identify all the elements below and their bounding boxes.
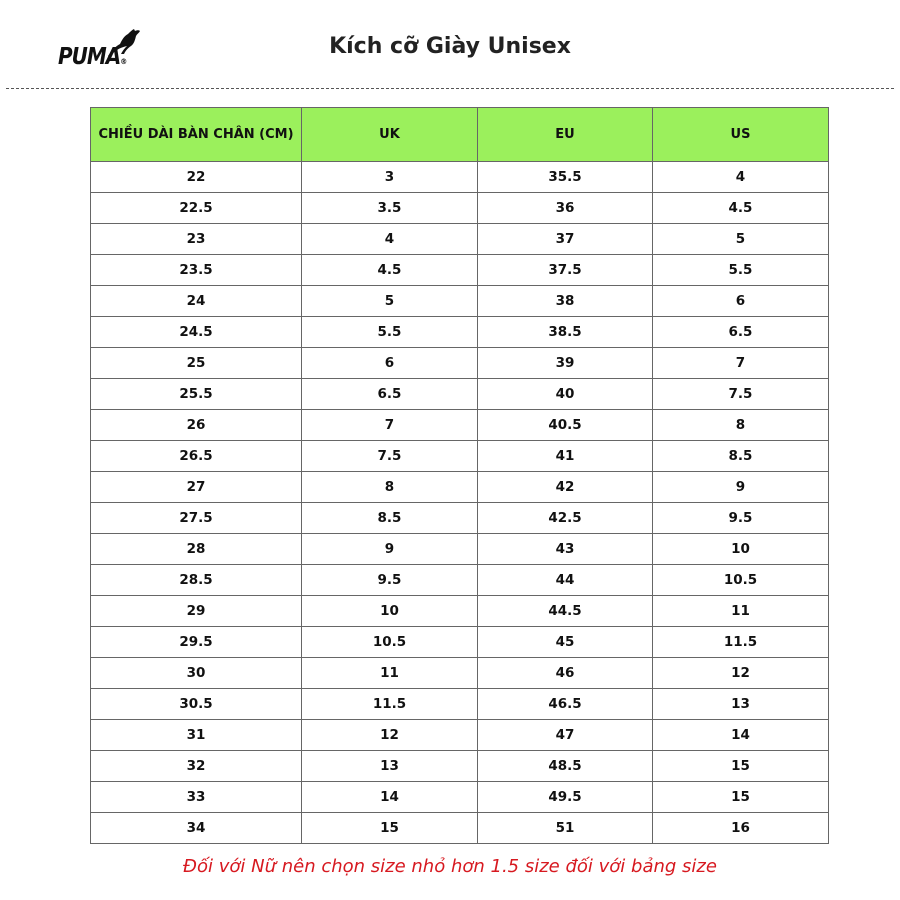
cell-eu: 39	[478, 348, 653, 379]
table-row	[91, 224, 829, 255]
cell-foot-length: 31	[91, 720, 302, 751]
cell-foot-length: 27.5	[91, 503, 302, 534]
cell-eu: 45	[478, 627, 653, 658]
cell-us: 6.5	[653, 317, 829, 348]
cell-uk: 6	[302, 348, 478, 379]
size-chart-table	[90, 107, 829, 844]
table-row	[91, 317, 829, 348]
cell-foot-length: 25.5	[91, 379, 302, 410]
cell-eu: 46	[478, 658, 653, 689]
cell-foot-length: 32	[91, 751, 302, 782]
table-row	[91, 751, 829, 782]
cell-eu: 38	[478, 286, 653, 317]
cell-foot-length: 27	[91, 472, 302, 503]
cell-eu: 37.5	[478, 255, 653, 286]
cell-eu: 35.5	[478, 162, 653, 193]
cell-us: 9.5	[653, 503, 829, 534]
puma-wordmark: PUMA®	[58, 42, 127, 70]
cell-us: 10.5	[653, 565, 829, 596]
table-row	[91, 472, 829, 503]
cell-us: 4	[653, 162, 829, 193]
cell-us: 9	[653, 472, 829, 503]
cell-eu: 43	[478, 534, 653, 565]
cell-uk: 10.5	[302, 627, 478, 658]
header-uk: UK	[302, 108, 478, 162]
cell-foot-length: 29.5	[91, 627, 302, 658]
cell-foot-length: 34	[91, 813, 302, 844]
cell-uk: 3	[302, 162, 478, 193]
cell-us: 13	[653, 689, 829, 720]
cell-us: 16	[653, 813, 829, 844]
cell-us: 5	[653, 224, 829, 255]
cell-eu: 44.5	[478, 596, 653, 627]
table-row	[91, 410, 829, 441]
cell-us: 14	[653, 720, 829, 751]
cell-eu: 48.5	[478, 751, 653, 782]
table-header-row	[91, 108, 829, 162]
cell-uk: 3.5	[302, 193, 478, 224]
table-row	[91, 813, 829, 844]
cell-uk: 14	[302, 782, 478, 813]
page-title: Kích cỡ Giày Unisex	[329, 34, 571, 59]
cell-eu: 44	[478, 565, 653, 596]
table-row	[91, 379, 829, 410]
cell-us: 6	[653, 286, 829, 317]
table-row	[91, 348, 829, 379]
table-row	[91, 720, 829, 751]
cell-us: 7	[653, 348, 829, 379]
cell-foot-length: 24	[91, 286, 302, 317]
cell-foot-length: 30.5	[91, 689, 302, 720]
cell-eu: 51	[478, 813, 653, 844]
table-row	[91, 658, 829, 689]
cell-uk: 8	[302, 472, 478, 503]
cell-foot-length: 22.5	[91, 193, 302, 224]
cell-us: 8	[653, 410, 829, 441]
cell-uk: 5.5	[302, 317, 478, 348]
cell-uk: 10	[302, 596, 478, 627]
table-row	[91, 565, 829, 596]
cell-uk: 7.5	[302, 441, 478, 472]
table-row	[91, 286, 829, 317]
cell-us: 10	[653, 534, 829, 565]
cell-eu: 46.5	[478, 689, 653, 720]
cell-us: 15	[653, 782, 829, 813]
cell-uk: 13	[302, 751, 478, 782]
cell-eu: 37	[478, 224, 653, 255]
table-row	[91, 534, 829, 565]
header-eu: EU	[478, 108, 653, 162]
table-row	[91, 255, 829, 286]
cell-us: 11	[653, 596, 829, 627]
cell-us: 11.5	[653, 627, 829, 658]
cell-uk: 15	[302, 813, 478, 844]
cell-uk: 12	[302, 720, 478, 751]
cell-eu: 47	[478, 720, 653, 751]
cell-us: 12	[653, 658, 829, 689]
cell-uk: 9	[302, 534, 478, 565]
cell-foot-length: 23.5	[91, 255, 302, 286]
cell-eu: 36	[478, 193, 653, 224]
dashed-divider	[6, 88, 894, 89]
cell-eu: 42.5	[478, 503, 653, 534]
cell-us: 8.5	[653, 441, 829, 472]
cell-foot-length: 33	[91, 782, 302, 813]
header-foot-length: CHIỀU DÀI BÀN CHÂN (CM)	[91, 108, 302, 162]
cell-foot-length: 24.5	[91, 317, 302, 348]
cell-uk: 4	[302, 224, 478, 255]
cell-uk: 11	[302, 658, 478, 689]
table-row	[91, 193, 829, 224]
cell-foot-length: 22	[91, 162, 302, 193]
cell-uk: 5	[302, 286, 478, 317]
cell-eu: 38.5	[478, 317, 653, 348]
table-row	[91, 503, 829, 534]
cell-foot-length: 28	[91, 534, 302, 565]
table-row	[91, 627, 829, 658]
cell-us: 4.5	[653, 193, 829, 224]
cell-eu: 40.5	[478, 410, 653, 441]
table-row	[91, 782, 829, 813]
cell-foot-length: 29	[91, 596, 302, 627]
women-size-note: Đối với Nữ nên chọn size nhỏ hơn 1.5 size đối với bảng size	[183, 856, 717, 877]
cell-foot-length: 28.5	[91, 565, 302, 596]
cell-uk: 6.5	[302, 379, 478, 410]
cell-eu: 42	[478, 472, 653, 503]
cell-eu: 41	[478, 441, 653, 472]
header-us: US	[653, 108, 829, 162]
cell-us: 15	[653, 751, 829, 782]
cell-foot-length: 25	[91, 348, 302, 379]
cell-uk: 8.5	[302, 503, 478, 534]
table-row	[91, 162, 829, 193]
cell-foot-length: 23	[91, 224, 302, 255]
cell-eu: 49.5	[478, 782, 653, 813]
table-row	[91, 441, 829, 472]
cell-us: 7.5	[653, 379, 829, 410]
table-row	[91, 596, 829, 627]
cell-us: 5.5	[653, 255, 829, 286]
cell-foot-length: 26	[91, 410, 302, 441]
cell-eu: 40	[478, 379, 653, 410]
cell-uk: 4.5	[302, 255, 478, 286]
cell-uk: 9.5	[302, 565, 478, 596]
cell-uk: 7	[302, 410, 478, 441]
cell-foot-length: 30	[91, 658, 302, 689]
table-row	[91, 689, 829, 720]
cell-foot-length: 26.5	[91, 441, 302, 472]
cell-uk: 11.5	[302, 689, 478, 720]
